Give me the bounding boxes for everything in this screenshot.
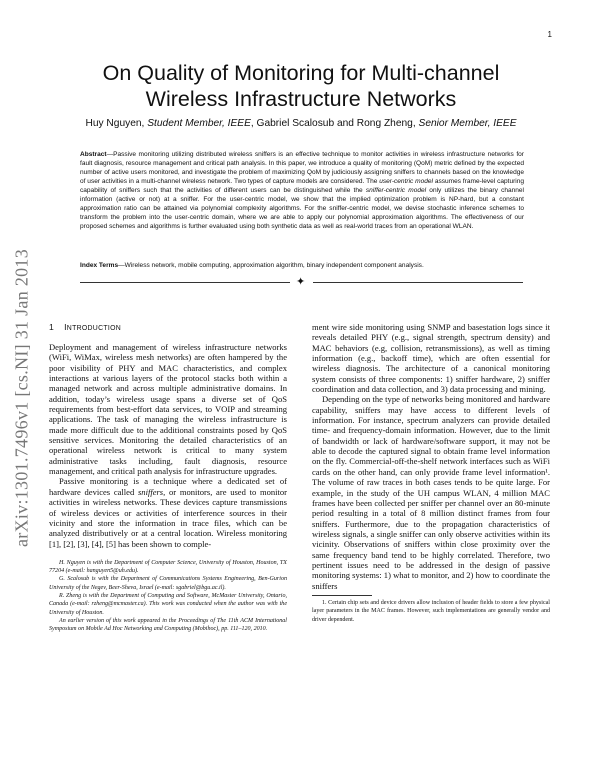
abstract-emphasis-1: user-centric model bbox=[379, 178, 433, 186]
index-terms-text: —Wireless network, mobile computing, approximation algorithm, binary independent component analysis. bbox=[118, 262, 424, 269]
page-number: 1 bbox=[547, 30, 552, 39]
section-title-initial: I bbox=[64, 322, 67, 332]
affiliation-footnote-2: G. Scalosub is with the Department of Communications Systems Engineering, Ben-Gurion University of the Negev, Beer-Sheva, Israel (e-mail: sgabriel@bgu.ac.il). bbox=[49, 576, 287, 591]
author-1-name: Huy Nguyen, bbox=[85, 118, 145, 129]
footnote-rule bbox=[312, 595, 372, 596]
author-1-role: Student Member, IEEE bbox=[147, 118, 251, 129]
divider-diamond: ✦ bbox=[296, 275, 306, 288]
intro-paragraph-2 bbox=[49, 476, 287, 548]
paper-title bbox=[56, 60, 546, 112]
intro-paragraph-2-a: Passive monitoring is a technique where a dedicated set of hardware devices called bbox=[49, 476, 287, 497]
title-line-1: On Quality of Monitoring for Multi-channel bbox=[102, 61, 500, 85]
section-heading bbox=[49, 322, 287, 334]
divider-right bbox=[313, 282, 523, 283]
divider-left bbox=[80, 282, 290, 283]
footnote-1: 1. Certain chip sets and device drivers allow inclusion of header fields to store a few physical layer parameters in the MAC frames. However, such implementations are generally vendor and driver dependent. bbox=[312, 599, 550, 623]
abstract bbox=[80, 150, 524, 231]
section-number: 1 bbox=[49, 322, 55, 332]
section-title-rest: NTRODUCTION bbox=[66, 325, 122, 332]
author-3-role: Senior Member, IEEE bbox=[418, 118, 517, 129]
right-paragraph-1: ment wire side monitoring using SNMP and basestation logs since it reveals detailed PHY (e.g., signal strength, spectrum density) and MAC behaviors (e.g, collision, retransmissions), as well as timing information (e.g., backoff time), which are often essential for wireless diagnosis. The architecture of a canonical monitoring system consists of three components: 1) sniffer hardware, 2) sniffer coordination and data collection, and 3) data processing and mining. bbox=[312, 322, 550, 395]
right-paragraph-2: Depending on the type of networks being monitored and hardware capability, sniffers may have access to different levels of information. For instance, spectrum analyzers can provide detailed time- and frequency-domain information. However, due to the limit of bandwidth or lack of hardware/software support, it may not be able to decode the captured signal to obtain frame level information on the fly. Commercial-off-the-shelf network interfaces such as WiFi cards on the other hand, can only provide frame level information¹. The volume of raw traces in both cases tends to be quite large. For example, in the study of the UH campus WLAN, 4 million MAC frames have been collected per sniffer per channel over an 80-minute period resulting in a total of 8 million distinct frames from four sniffers. Furthermore, due to the propagation characteristics of wireless signals, a single sniffer can only observe activities within its vicinity. Observations of sniffers within close proximity over the same frequency band tend to be highly correlated. Therefore, two pertinent issues need to be addressed in the design of passive monitoring systems: 1) what to monitor, and 2) how to coordinate the sniffers bbox=[312, 394, 550, 591]
arxiv-stamp bbox=[6, 218, 38, 578]
intro-paragraph-1: Deployment and management of wireless infrastructure networks (WiFi, WiMax, wireless mesh networks) are often hampered by the poor visibility of PHY and MAC characteristics, and complex interactions at various layers of the protocol stacks both within a managed network and across multiple administrative domains. In addition, today’s wireless usage spans a diverse set of QoS requirements from best-effort data services, to VOIP and streaming applications. The task of managing the wireless infrastructure is made more difficult due to the additional constraints posed by QoS sensitive services. Monitoring the detailed characteristics of an operational wireless network is critical to many system administrative tasks including, fault diagnosis, resource management, and critical path analysis for infrastructure upgrades. bbox=[49, 342, 287, 477]
right-column bbox=[312, 322, 550, 624]
affiliation-footnote-4: An earlier version of this work appeared in the Proceedings of The 11th ACM International Symposium on Mobile Ad Hoc Networking and Computing (Mobihoc), pp. 111–120, 2010. bbox=[49, 617, 287, 633]
affiliation-footnote-1: H. Nguyen is with the Department of Computer Science, University of Houston, Houston, TX 77204 (e-mail: hanguyen5@uh.edu). bbox=[49, 559, 287, 575]
left-column bbox=[49, 322, 287, 634]
index-terms-label: Index Terms bbox=[80, 262, 119, 269]
intro-paragraph-2-emphasis: sniffers bbox=[137, 486, 164, 497]
arxiv-id: arXiv:1301.7496v1 [cs.NI] 31 Jan 2013 bbox=[11, 248, 32, 548]
abstract-text-1: —Passive monitoring utilizing distributed wireless sniffers is an effective technique to monitor activities in wireless infrastructure networks for fault diagnosis, resource management and critical path analysis. In this paper, we introduce a quality of monitoring (QoM) metric defined by the expected number of active users monitored, and investigate the problem of maximizing QoM by judiciously assigning sniffers to channels based on the knowledge of user activities in a multi-channel wireless network. Two types of capture models are considered. The bbox=[80, 151, 524, 186]
intro-paragraph-2-b: , or monitors, are used to monitor activities in wireless networks. These devices capture transmissions of wireless devices or activities of interference sources in their vicinity and store the information in trace files, which can be analyzed distributively or at a central location. Wireless monitoring [1], [2], [3], [4], [5] has been shown to comple- bbox=[49, 486, 288, 549]
abstract-text-2: assumes frame-level capturing capability of sniffers such that the activities of different users can be distinguished while the bbox=[80, 178, 525, 195]
abstract-label: Abstract bbox=[80, 151, 107, 158]
index-terms bbox=[80, 261, 524, 270]
abstract-text-3: only utilizes the binary channel information (active or not) at a sniffer. For the user-centric model, we show that the implied optimization problem is NP-hard, but a constant approximation ratio can be attained via polynomial complexity algorithms. For the sniffer-centric model, we devise stochastic inference schemes to transform the problem into the user-centric domain, where we are able to apply our polynomial approximation algorithms. The effectiveness of our proposed schemes and algorithms is further evaluated using both synthetic data as well as real-world traces from an operational WLAN. bbox=[80, 187, 525, 231]
title-line-2: Wireless Infrastructure Networks bbox=[145, 87, 457, 111]
author-list bbox=[56, 118, 546, 129]
affiliation-footnote-3: R. Zheng is with the Department of Computing and Software, McMaster University, Ontario, Canada (e-mail: rzheng@mcmaster.ca). This work was conducted when the author was with the University of Houston. bbox=[49, 593, 287, 616]
author-2-3-names: , Gabriel Scalosub and Rong Zheng, bbox=[250, 118, 416, 129]
abstract-emphasis-2: sniffer-centric model bbox=[365, 187, 427, 195]
